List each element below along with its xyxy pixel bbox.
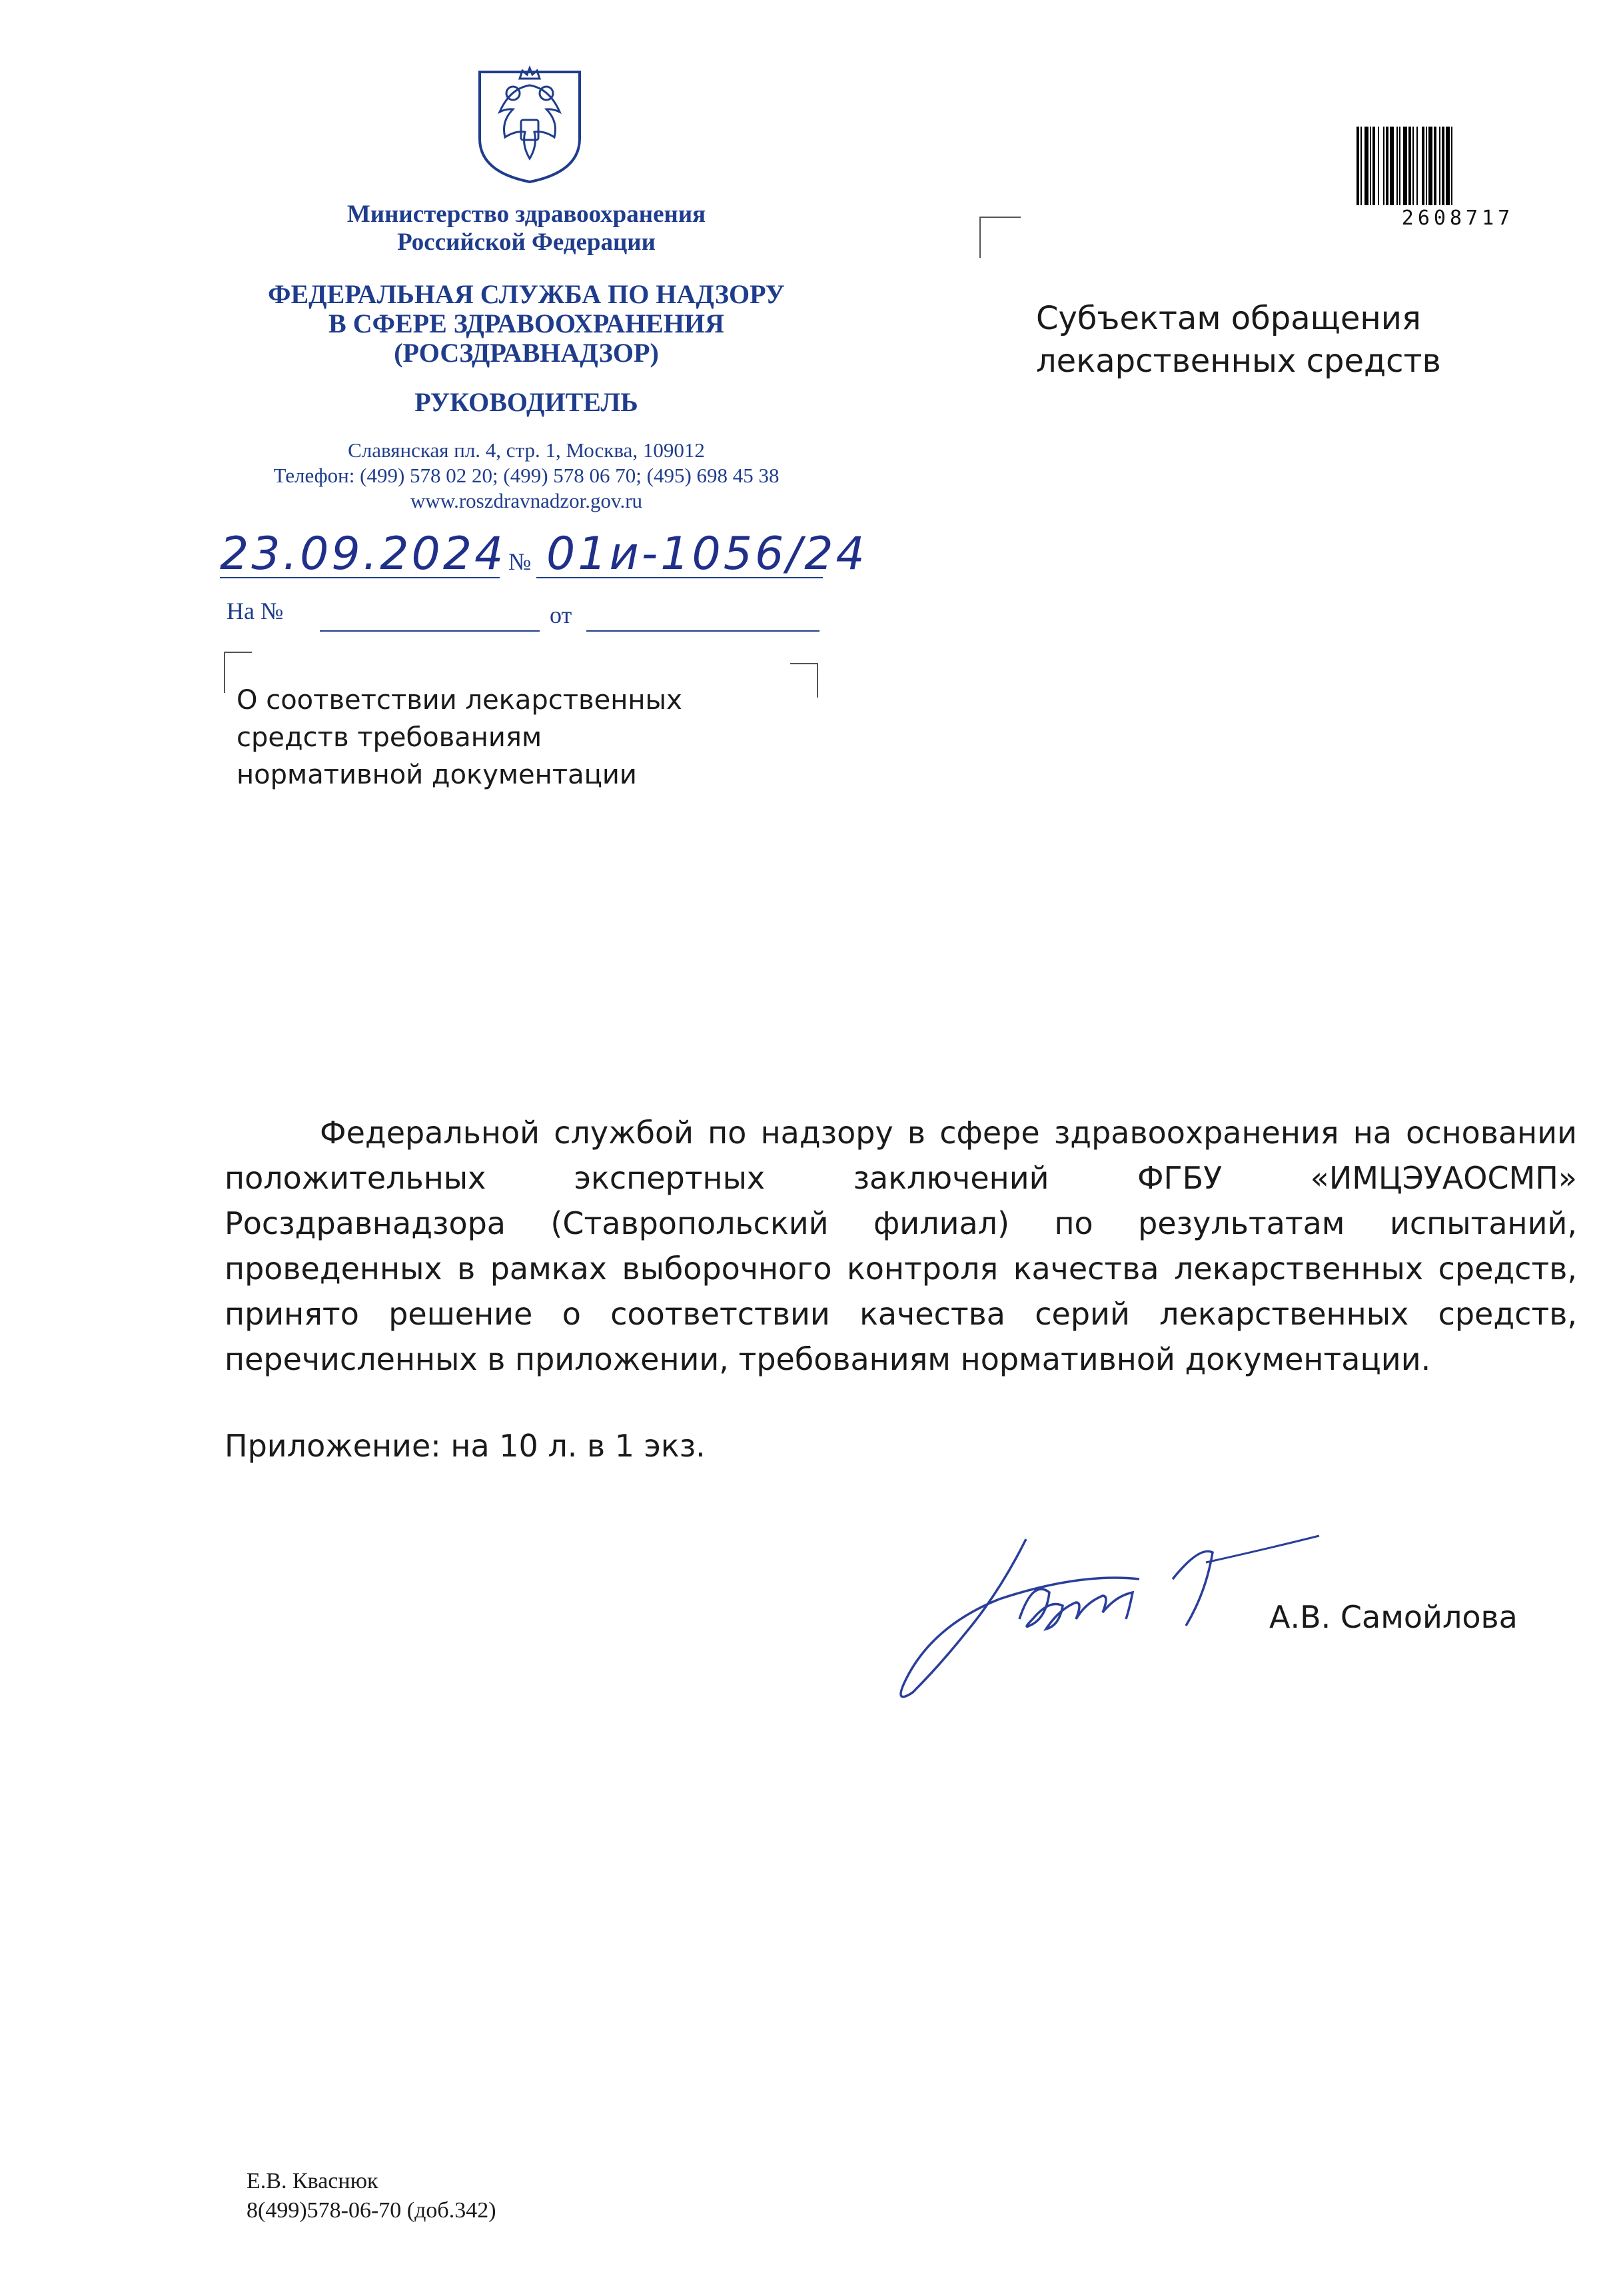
subject-line-1: О соответствии лекарственных [237, 685, 682, 716]
service-line-2: В СФЕРЕ ЗДРАВООХРАНЕНИЯ [328, 308, 724, 338]
date-underline [220, 577, 500, 578]
from-label: от [550, 602, 572, 628]
body-line-5: принято решение о соответствии качества серий лекарственных средств, [225, 1296, 1577, 1332]
ministry-line-2: Российской Федерации [397, 229, 656, 256]
signer-name: А.В. Самойлова [1269, 1599, 1518, 1635]
reply-date-line [586, 630, 819, 632]
website: www.roszdravnadzor.gov.ru [410, 489, 643, 512]
executor-phone: 8(499)578-06-70 (доб.342) [247, 2198, 496, 2223]
number-sign: № [508, 548, 532, 575]
subject-line-3: нормативной документации [237, 760, 637, 790]
body-line-3: Росздравнадзора (Ставропольский филиал) по результатам испытаний, [225, 1205, 1577, 1241]
registration-date: 23.09.2024 [220, 528, 506, 580]
recipient-line-2: лекарственных средств [1036, 342, 1441, 380]
coat-of-arms-icon [466, 59, 593, 185]
ministry-line-1: Министерство здравоохранения [346, 201, 706, 228]
subject-corner-right [790, 663, 818, 698]
barcode-number: 2608717 [1401, 207, 1514, 230]
executor-name: Е.В. Кваснюк [247, 2169, 378, 2193]
body-line-4: проведенных в рамках выборочного контроля качества лекарственных средств, [225, 1251, 1577, 1287]
position-title: РУКОВОДИТЕЛЬ [414, 387, 638, 417]
barcode-icon [1352, 127, 1563, 207]
addressee-corner-mark [979, 217, 1021, 258]
subject-line-2: средств требованиям [237, 722, 542, 753]
number-underline [536, 577, 823, 578]
body-line-6: перечисленных в приложении, требованиям нормативной документации. [225, 1341, 1431, 1377]
address: Славянская пл. 4, стр. 1, Москва, 109012 [348, 438, 705, 462]
reply-to-label: На № [227, 598, 284, 624]
reply-number-line [320, 630, 540, 632]
attachment-note: Приложение: на 10 л. в 1 экз. [225, 1428, 706, 1464]
service-line-1: ФЕДЕРАЛЬНАЯ СЛУЖБА ПО НАДЗОРУ [268, 279, 785, 309]
body-line-1: Федеральной службой по надзору в сфере здравоохранения на основании [320, 1115, 1577, 1151]
phones: Телефон: (499) 578 02 20; (499) 578 06 70; (495) 698 45 38 [273, 464, 780, 487]
service-line-3: (РОСЗДРАВНАДЗОР) [394, 338, 659, 368]
recipient-line-1: Субъектам обращения [1036, 300, 1421, 337]
registration-number: 01и-1056/24 [546, 528, 867, 580]
body-line-2: положительных экспертных заключений ФГБУ «ИМЦЭУАОСМП» [225, 1160, 1577, 1196]
